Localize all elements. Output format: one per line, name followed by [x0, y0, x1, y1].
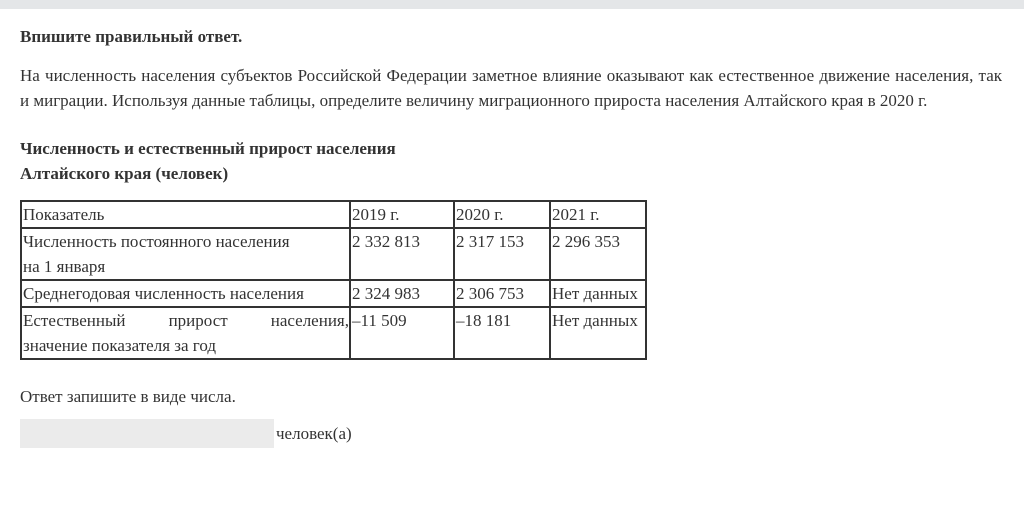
header-2019: 2019 г. — [350, 201, 454, 228]
header-2020: 2020 г. — [454, 201, 550, 228]
table-cell: Нет данных — [550, 280, 646, 307]
row-label-line2: значение показателя за год — [23, 336, 216, 355]
table-cell: 2 332 813 — [350, 228, 454, 280]
table-cell: –11 509 — [350, 307, 454, 359]
row-label — [21, 228, 350, 280]
header-2021: 2021 г. — [550, 201, 646, 228]
task-instruction: Впишите правильный ответ. — [20, 27, 243, 46]
row-label — [21, 307, 350, 359]
header-indicator: Показатель — [21, 201, 350, 228]
row-label-line2: на 1 января — [23, 257, 106, 276]
answer-input[interactable] — [20, 419, 274, 448]
table-row-natural-growth — [21, 307, 646, 359]
answer-hint: Ответ запишите в виде числа. — [20, 387, 236, 406]
table-cell: Нет данных — [550, 307, 646, 359]
table-caption-line1: Численность и естественный прирост населения — [20, 139, 396, 158]
data-table — [20, 200, 647, 360]
table-row-population — [21, 228, 646, 280]
row-label-line1: Численность постоянного населения — [23, 232, 290, 251]
table-cell: 2 306 753 — [454, 280, 550, 307]
table-cell: 2 324 983 — [350, 280, 454, 307]
table-caption-line2: Алтайского края (человек) — [20, 164, 229, 183]
answer-unit-label: человек(а) — [276, 423, 352, 443]
table-cell: 2 317 153 — [454, 228, 550, 280]
table-cell: 2 296 353 — [550, 228, 646, 280]
task-content — [20, 26, 1002, 448]
table-row-average — [21, 280, 646, 307]
answer-row — [20, 419, 1002, 448]
top-bar — [0, 0, 1024, 9]
row-label: Среднегодовая численность населения — [21, 280, 350, 307]
table-cell: –18 181 — [454, 307, 550, 359]
row-label-line1: Естественный прирост населения, — [23, 311, 349, 330]
table-caption — [20, 136, 1002, 186]
question-text: На численность населения субъектов Российской Федерации заметное влияние оказывают как естественное движение населения, так и миграции. Используя данные таблицы, определите величину миграционного прироста населения Алтайского края в 2020 г. — [20, 66, 1002, 110]
table-header-row — [21, 201, 646, 228]
